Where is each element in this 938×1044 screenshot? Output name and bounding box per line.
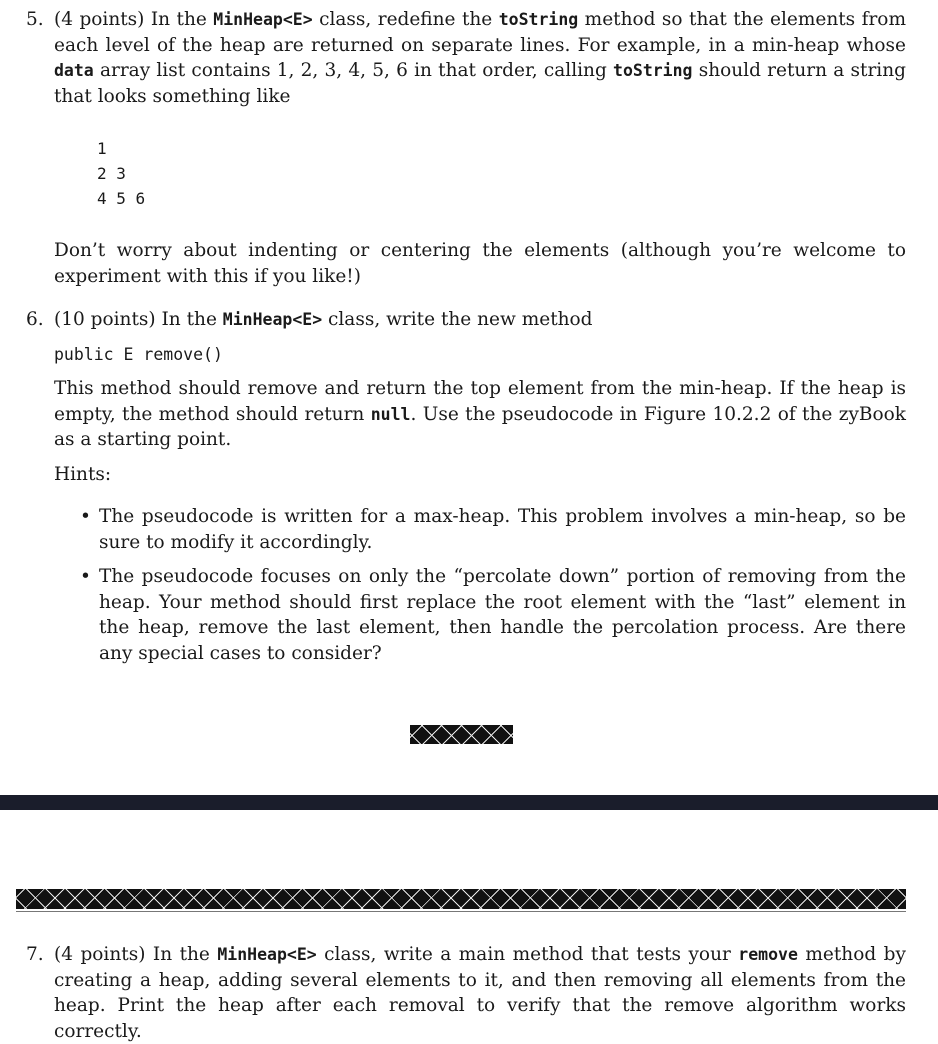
method-signature: public E remove() (54, 344, 223, 364)
bullet-icon: • (80, 506, 91, 527)
method-name: remove (738, 945, 798, 964)
method-name: toString (613, 61, 693, 80)
method-name: toString (498, 10, 579, 29)
points: (4 points) (54, 944, 146, 965)
data-keyword: data (54, 61, 94, 80)
problem-5-followup: Don’t worry about indenting or centering the elements (although you’re welcome to experiment with this if you like!) (54, 240, 906, 287)
example-output (97, 136, 145, 211)
points: (4 points) (54, 9, 145, 30)
hints-label: Hints: (54, 463, 112, 485)
horizontal-rule (16, 911, 906, 912)
points: (10 points) (54, 309, 156, 330)
problem-7-text: (4 points) In the MinHeap<E> class, write a main method that tests your remove method by creating a heap, adding several elements to it, and then removing all elements from the heap. Print the heap after each removal to verify that the remove algorithm works correctly. (54, 944, 906, 1042)
redacted-block (410, 725, 513, 744)
problem-5 (26, 7, 906, 109)
redacted-strip (16, 889, 906, 909)
problem-6 (26, 307, 906, 675)
problem-number: 7. (26, 944, 44, 965)
hint-item: • The pseudocode is written for a max-heap. This problem involves a min-heap, so be sure to modify it accordingly. (80, 506, 906, 553)
page-divider (0, 795, 938, 810)
problem-number: 5. (26, 9, 44, 30)
problem-6-intro: (10 points) In the MinHeap<E> class, write the new method (54, 309, 593, 330)
null-keyword: null (370, 404, 411, 424)
example-line: 2 3 (97, 164, 126, 183)
example-line: 4 5 6 (97, 189, 146, 208)
example-line: 1 (97, 139, 107, 158)
class-name: MinHeap<E> (213, 10, 313, 29)
class-name: MinHeap<E> (217, 945, 317, 964)
problem-5-text: (4 points) In the MinHeap<E> class, redefine the toString method so that the elements from each level of the heap are returned on separate lines. For example, in a min-heap whose data array list contains 1, 2, 3, 4, 5, 6 in that order, calling toString should return a string that looks something like (54, 9, 906, 107)
class-name: MinHeap<E> (222, 310, 323, 329)
bullet-icon: • (80, 566, 91, 587)
hints-list (54, 504, 906, 666)
problem-6-description: This method should remove and return the top element from the min-heap. If the heap is empty, the method should return null. Use the pseudocode in Figure 10.2.2 of the zyBook as a starting point. (54, 378, 906, 450)
problem-number: 6. (26, 309, 44, 330)
hint-item: • The pseudocode focuses on only the “percolate down” portion of removing from the heap. Your method should first replace the root element with the “last” element in the heap, remove the last element, then handle the percolation process. Are there any special cases to consider? (80, 566, 906, 664)
problem-7 (26, 942, 906, 1044)
